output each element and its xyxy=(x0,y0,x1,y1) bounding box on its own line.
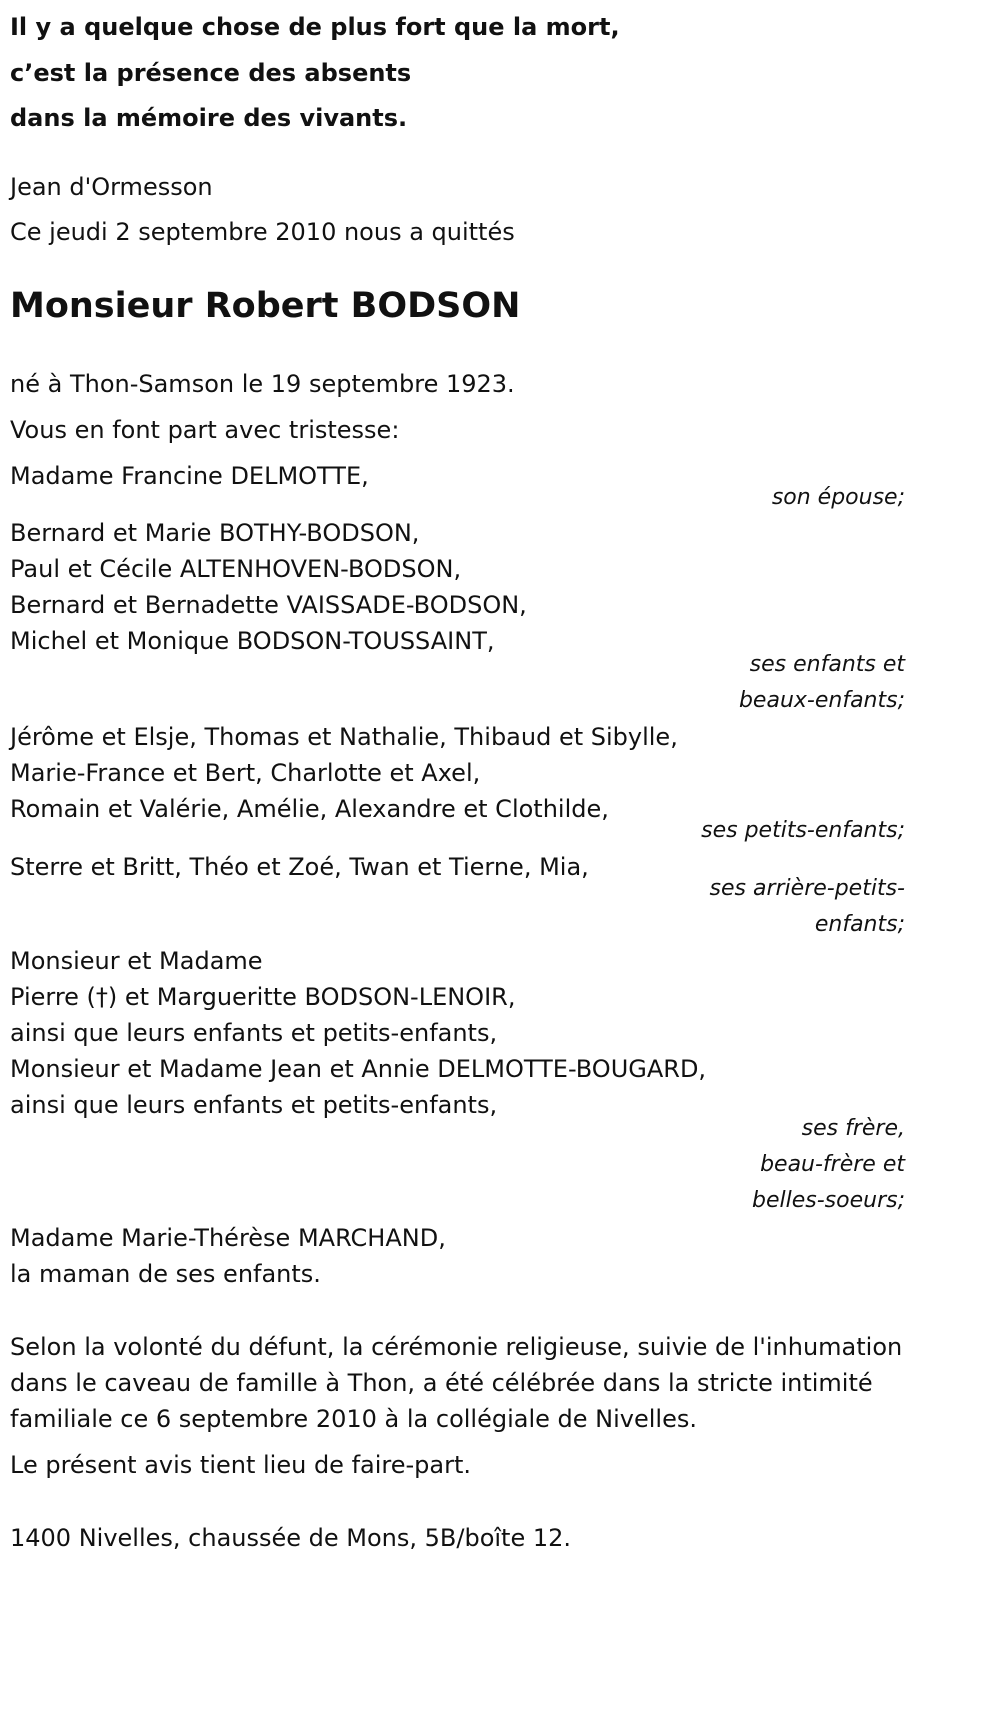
spouse-name: Madame Francine DELMOTTE, xyxy=(10,462,369,490)
grandchildren-names xyxy=(10,719,678,827)
children-role: ses enfants et beaux-enfants; xyxy=(738,652,905,713)
quote-line: Il y a quelque chose de plus fort que la mort, xyxy=(10,13,620,41)
family-line: ainsi que leurs enfants et petits-enfants, xyxy=(10,1019,498,1047)
quote-author: Jean d'Ormesson xyxy=(10,173,213,201)
grandchildren-role: ses petits-enfants; xyxy=(701,818,905,843)
family-line: Bernard et Marie BOTHY-BODSON, xyxy=(10,519,420,547)
siblings-role: ses frère, beau-frère et belles-soeurs; xyxy=(752,1116,905,1213)
epigraph-quote xyxy=(10,5,620,142)
siblings-names xyxy=(10,943,706,1123)
family-line: Michel et Monique BODSON-TOUSSAINT, xyxy=(10,627,495,655)
family-line: Madame Marie-Thérèse MARCHAND, xyxy=(10,1224,446,1252)
spouse-role: son épouse; xyxy=(771,485,905,510)
great-grandchildren-names: Sterre et Britt, Théo et Zoé, Twan et Tierne, Mia, xyxy=(10,853,589,881)
family-line: ainsi que leurs enfants et petits-enfants, xyxy=(10,1091,498,1119)
quote-line: c’est la présence des absents xyxy=(10,58,412,87)
family-line: Pierre (†) et Margueritte BODSON-LENOIR, xyxy=(10,983,516,1011)
family-line: Monsieur et Madame Jean et Annie DELMOTTE-BOUGARD, xyxy=(10,1055,707,1083)
ceremony-line: familiale ce 6 septembre 2010 à la collégiale de Nivelles. xyxy=(10,1405,697,1433)
birth-info: né à Thon-Samson le 19 septembre 1923. xyxy=(10,370,515,398)
family-line: Romain et Valérie, Amélie, Alexandre et Clothilde, xyxy=(10,795,609,823)
great-grandchildren-role: ses arrière-petits- enfants; xyxy=(709,876,905,937)
announcement: Ce jeudi 2 septembre 2010 nous a quittés xyxy=(10,218,515,246)
deceased-name: Monsieur Robert BODSON xyxy=(10,286,521,326)
family-line: Monsieur et Madame xyxy=(10,947,263,975)
family-line: Paul et Cécile ALTENHOVEN-BODSON, xyxy=(10,555,462,583)
quote-line: dans la mémoire des vivants. xyxy=(10,104,408,132)
family-line: Marie-France et Bert, Charlotte et Axel, xyxy=(10,759,481,787)
address: 1400 Nivelles, chaussée de Mons, 5B/boîte 12. xyxy=(10,1524,572,1552)
intro-text: Vous en font part avec tristesse: xyxy=(10,416,400,444)
family-line: Jérôme et Elsje, Thomas et Nathalie, Thibaud et Sibylle, xyxy=(10,723,678,751)
ceremony-line: dans le caveau de famille à Thon, a été célébrée dans la stricte intimité xyxy=(10,1369,873,1397)
family-line: la maman de ses enfants. xyxy=(10,1260,321,1288)
ceremony-paragraph xyxy=(10,1329,902,1437)
mother-of-children xyxy=(10,1220,446,1292)
ceremony-line: Selon la volonté du défunt, la cérémonie religieuse, suivie de l'inhumation xyxy=(10,1333,903,1361)
children-names xyxy=(10,515,527,659)
notice-text: Le présent avis tient lieu de faire-part. xyxy=(10,1451,472,1479)
family-line: Bernard et Bernadette VAISSADE-BODSON, xyxy=(10,591,527,619)
